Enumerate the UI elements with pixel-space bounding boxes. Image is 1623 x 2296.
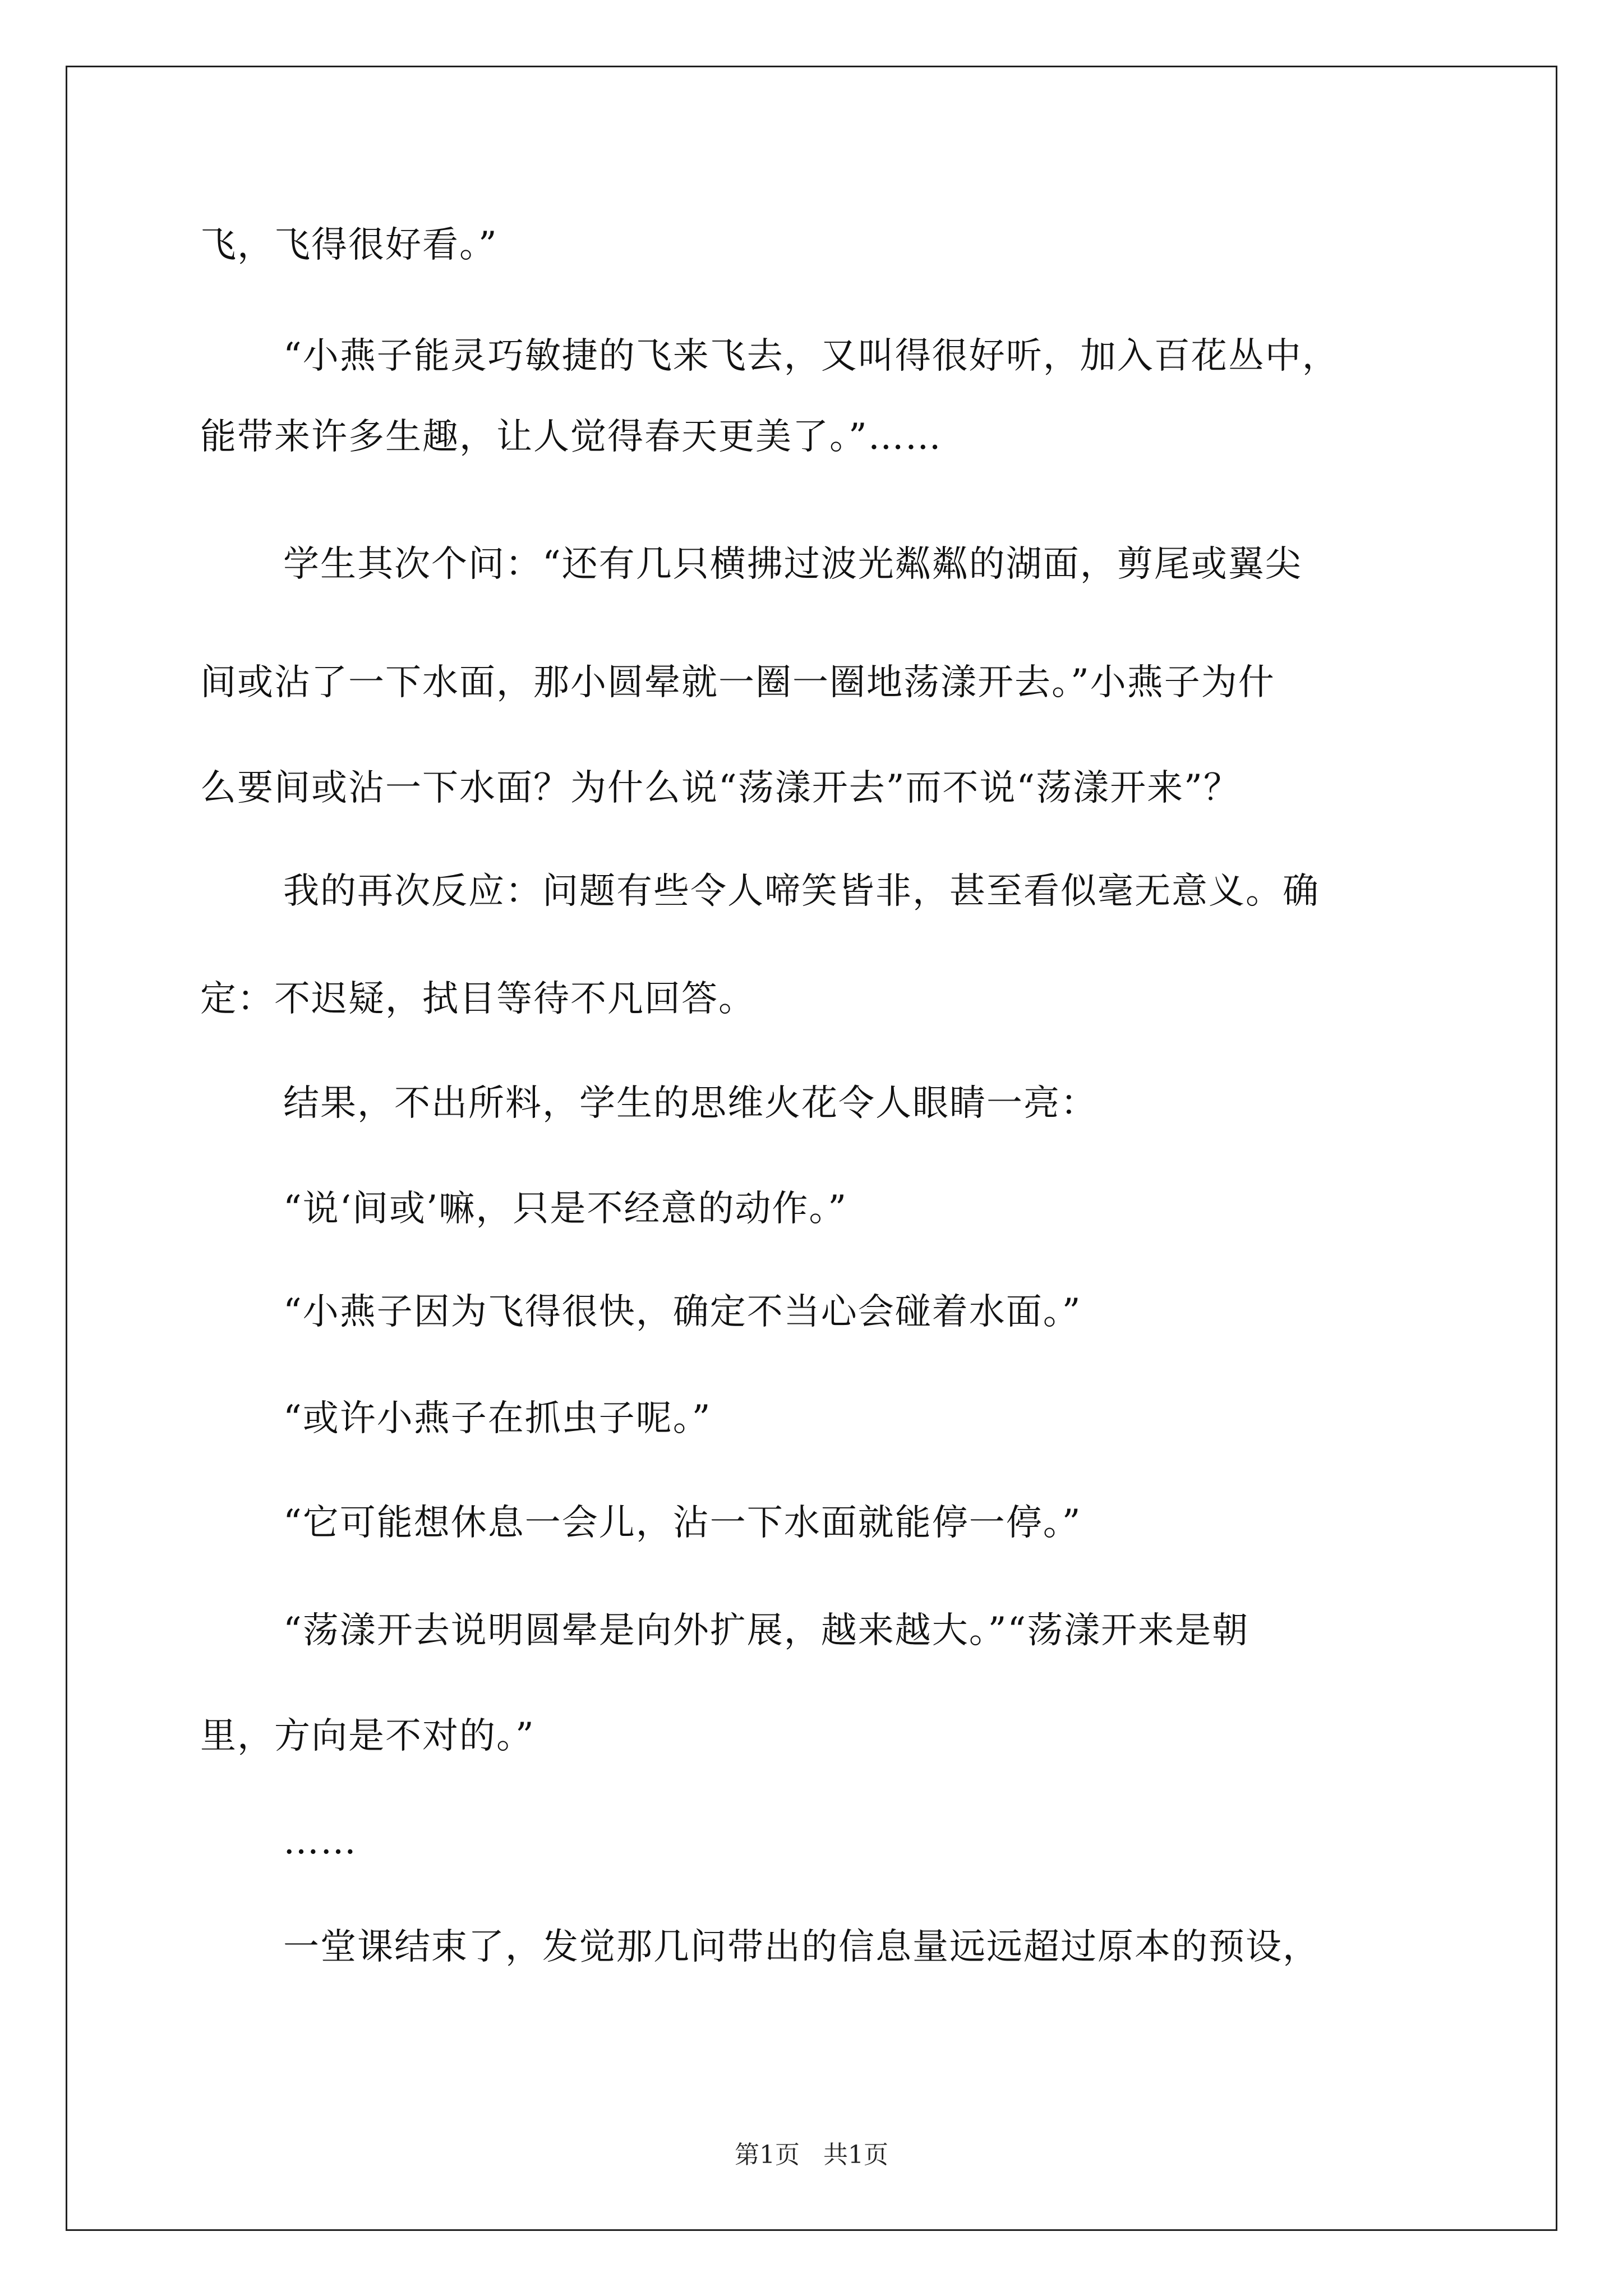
text-line: “它可能想休息一会儿，沾一下水面就能停一停。” [283, 1502, 1082, 1544]
text-line: “小燕子因为飞得很快，确定不当心会碰着水面。” [283, 1291, 1082, 1333]
text-line: 定：不迟疑，拭目等待不凡回答。 [200, 978, 755, 1020]
page-border [66, 66, 1557, 2231]
text-line: 学生其次个问：“还有几只横拂过波光粼粼的湖面，剪尾或翼尖 [283, 544, 1302, 585]
text-line: …… [283, 1821, 357, 1862]
page-footer [0, 2141, 1623, 2169]
text-line: “说‘间或’嘛，只是不经意的动作。” [283, 1188, 848, 1230]
text-line: 间或沾了一下水面，那小圆晕就一圈一圈地荡漾开去。”小燕子为什 [200, 662, 1275, 703]
text-line: 一堂课结束了，发觉那几问带出的信息量远远超过原本的预设， [283, 1926, 1320, 1968]
text-line: 飞，飞得很好看。” [200, 224, 498, 266]
text-line: 能带来许多生趣，让人觉得春天更美了。”…… [200, 416, 942, 458]
text-line: 里，方向是不对的。” [200, 1715, 535, 1757]
text-line: “小燕子能灵巧敏捷的飞来飞去，又叫得很好听，加入百花丛中， [283, 335, 1339, 377]
text-line: 么要间或沾一下水面？为什么说“荡漾开去”而不说“荡漾开来”？ [200, 767, 1241, 809]
text-line: 结果，不出所料，学生的思维火花令人眼睛一亮： [283, 1083, 1098, 1124]
page-total: 共1页 [823, 2141, 888, 2169]
text-line: “或许小燕子在抓虫子呢。” [283, 1398, 712, 1439]
text-line: “荡漾开去说明圆晕是向外扩展，越来越大。”“荡漾开来是朝 [283, 1610, 1249, 1651]
page-number: 第1页 [735, 2141, 800, 2169]
text-line: 我的再次反应：问题有些令人啼笑皆非，甚至看似毫无意义。确 [283, 871, 1320, 912]
